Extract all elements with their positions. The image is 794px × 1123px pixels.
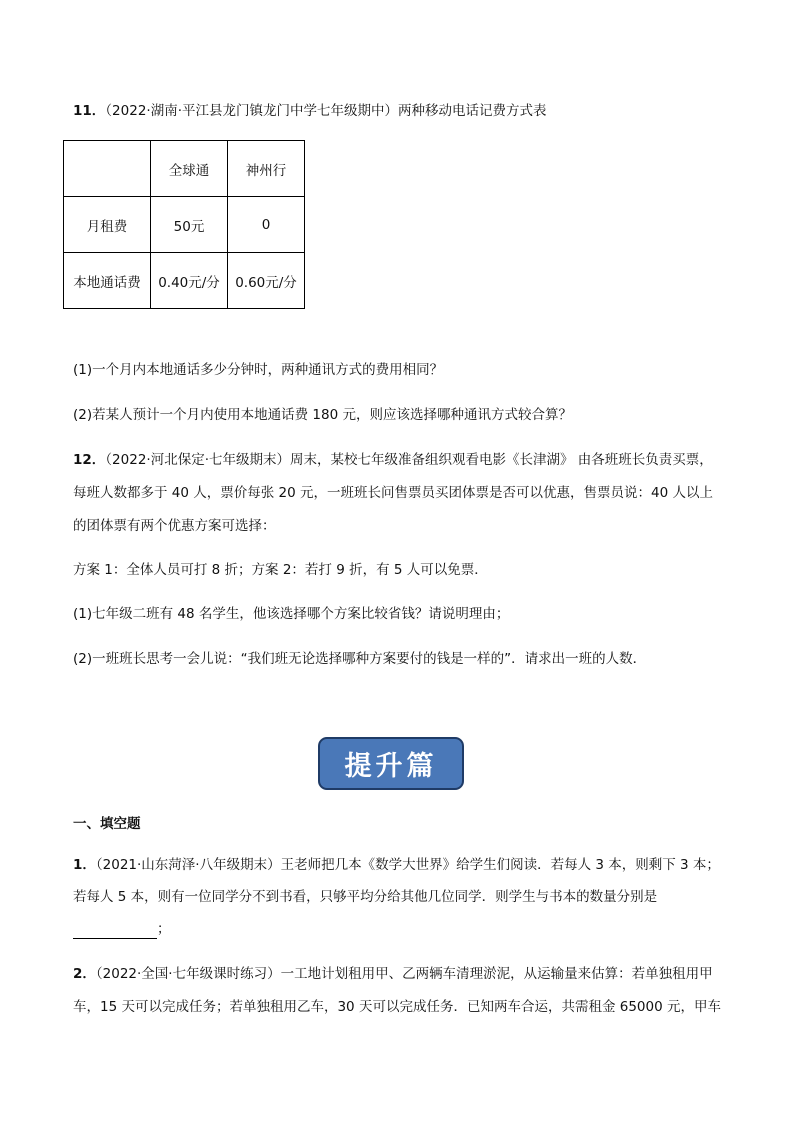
- table-row: [64, 141, 305, 197]
- q11-stem: 两种移动电话记费方式表: [398, 103, 547, 119]
- fill1-number: 1: [73, 857, 83, 873]
- q12-sub2: (2)一班班长思考一会儿说：“我们班无论选择哪种方案要付的钱是一样的”．请求出一班的人数．: [73, 651, 647, 667]
- fill2-line2: 车，15 天可以完成任务；若单独租用乙车，30 天可以完成任务．已知两车合运，共需租金 65000 元，甲车: [73, 999, 721, 1015]
- table-header-cell: 神州行: [228, 141, 305, 197]
- q12-line2: 每班人数都多于 40 人，票价每张 20 元，一班班长问售票员买团体票是否可以优惠，售票员说：40 人以上: [73, 485, 713, 501]
- q11-sub2: (2)若某人预计一个月内使用本地通话费 180 元，则应该选择哪种通讯方式较合算？: [73, 407, 572, 423]
- q11-sub1: (1)一个月内本地通话多少分钟时，两种通讯方式的费用相同？: [73, 362, 444, 378]
- q12-line3: 的团体票有两个优惠方案可选择：: [73, 518, 276, 534]
- table-cell: 0.40元/分: [151, 253, 228, 309]
- q11-source: （2022·湖南·平江县龙门镇龙门中学七年级期中）: [105, 103, 398, 119]
- table-row-label: 月租费: [64, 197, 151, 253]
- fill1-line3: [73, 919, 171, 939]
- fill1-line1: 1．（2021·山东菏泽·八年级期末）王老师把几本《数学大世界》给学生们阅读．若每人 3 本，则剩下 3 本；: [73, 857, 720, 873]
- q12-number: 12: [73, 452, 92, 468]
- q12-line1: 12．（2022·河北保定·七年级期末）周末，某校七年级准备组织观看电影《长津湖》 由各班班长负责买票，: [73, 452, 713, 468]
- q11-title: 11．（2022·湖南·平江县龙门镇龙门中学七年级期中）两种移动电话记费方式表: [73, 103, 547, 119]
- table-cell: [64, 141, 151, 197]
- q12-text: （2022·河北保定·七年级期末）周末，某校七年级准备组织观看电影《长津湖》 由各班班长负责买票，: [105, 452, 713, 468]
- answer-blank[interactable]: [73, 924, 157, 939]
- fill2-number: 2: [73, 966, 83, 982]
- table-cell: 0: [228, 197, 305, 253]
- table-cell: 0.60元/分: [228, 253, 305, 309]
- fill2-text: （2022·全国·七年级课时练习）一工地计划租用甲、乙两辆车清理淤泥，从运输量来估算：若单独租用甲: [95, 966, 713, 982]
- fill1-text: （2021·山东菏泽·八年级期末）王老师把几本《数学大世界》给学生们阅读．若每人 3 本，则剩下 3 本；: [95, 857, 720, 873]
- table-row: [64, 253, 305, 309]
- section-title: 一、填空题: [73, 816, 141, 832]
- table-row-label: 本地通话费: [64, 253, 151, 309]
- q12-plans: 方案 1：全体人员可打 8 折；方案 2：若打 9 折，有 5 人可以免票．: [73, 562, 488, 578]
- section-banner: 提升篇: [318, 737, 464, 790]
- table-row: [64, 197, 305, 253]
- table-header-cell: 全球通: [151, 141, 228, 197]
- q11-number: 11: [73, 103, 92, 119]
- fill1-suffix: ；: [157, 921, 171, 937]
- fill2-line1: 2．（2022·全国·七年级课时练习）一工地计划租用甲、乙两辆车清理淤泥，从运输量来估算：若单独租用甲: [73, 966, 713, 982]
- fill1-line2: 若每人 5 本，则有一位同学分不到书看，只够平均分给其他几位同学．则学生与书本的数量分别是: [73, 889, 658, 905]
- q12-sub1: (1)七年级二班有 48 名学生，他该选择哪个方案比较省钱？请说明理由；: [73, 606, 510, 622]
- fee-table: [63, 140, 305, 309]
- table-cell: 50元: [151, 197, 228, 253]
